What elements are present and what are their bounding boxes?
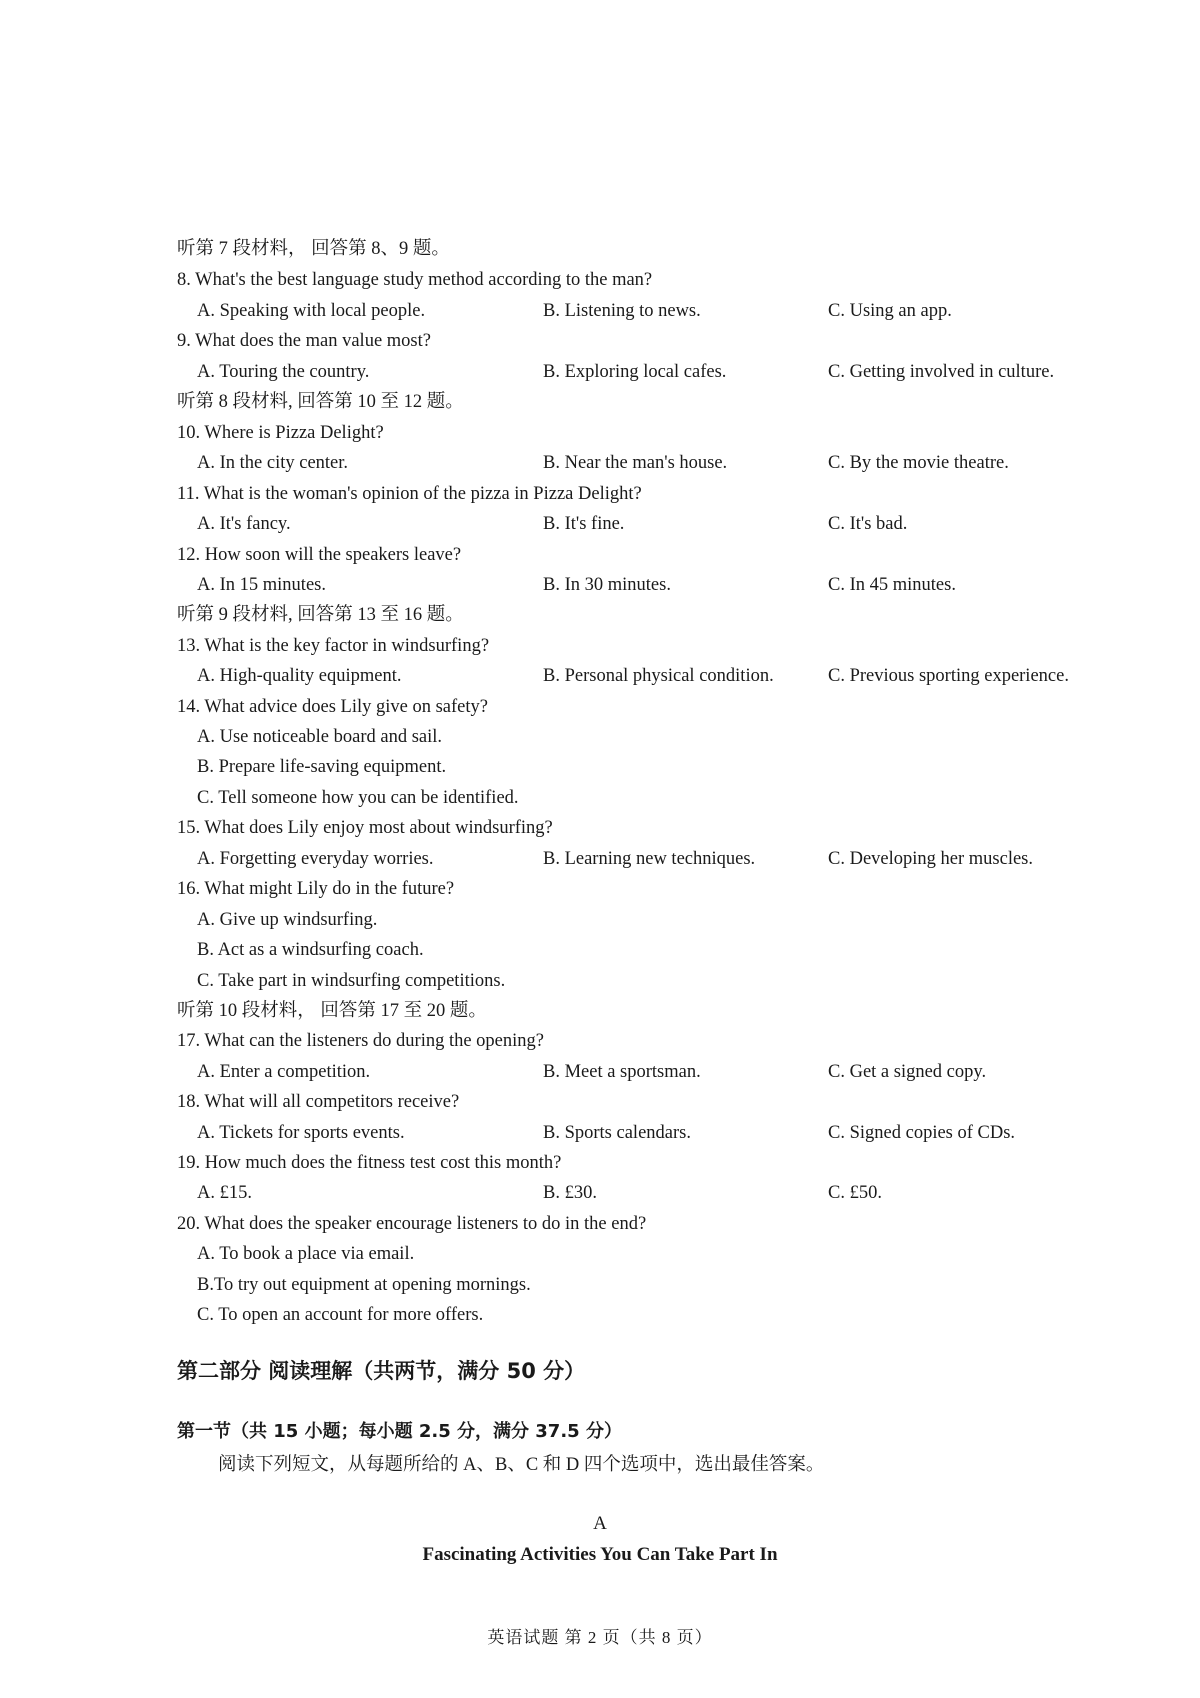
option-b: B. £30. bbox=[543, 1183, 597, 1203]
question-stem: 18. What will all competitors receive? bbox=[177, 1092, 460, 1112]
question-stem: 16. What might Lily do in the future? bbox=[177, 879, 455, 899]
option-a: A. Enter a competition. bbox=[197, 1062, 371, 1082]
option-b: B.To try out equipment at opening mornings. bbox=[197, 1275, 531, 1295]
option-b: B. Prepare life-saving equipment. bbox=[197, 757, 447, 777]
option-b: B. Near the man's house. bbox=[543, 453, 728, 473]
section-header: 听第 8 段材料, 回答第 10 至 12 题。 bbox=[177, 392, 464, 412]
option-b: B. Learning new techniques. bbox=[543, 849, 756, 869]
question-stem: 14. What advice does Lily give on safety? bbox=[177, 697, 488, 717]
question-stem: 10. Where is Pizza Delight? bbox=[177, 423, 384, 443]
question-stem: 15. What does Lily enjoy most about windsurfing? bbox=[177, 818, 553, 838]
question-stem: 11. What is the woman's opinion of the pizza in Pizza Delight? bbox=[177, 484, 642, 504]
option-b: B. Sports calendars. bbox=[543, 1123, 691, 1143]
option-c: C. Signed copies of CDs. bbox=[828, 1123, 1016, 1143]
option-a: A. To book a place via email. bbox=[197, 1244, 415, 1264]
option-a: A. Give up windsurfing. bbox=[197, 910, 378, 930]
section-header: 听第 10 段材料， 回答第 17 至 20 题。 bbox=[177, 1001, 487, 1021]
option-a: A. Tickets for sports events. bbox=[197, 1123, 405, 1143]
page-footer: 英语试题 第 2 页（共 8 页） bbox=[487, 1628, 713, 1647]
part-title: 第二部分 阅读理解（共两节，满分 50 分） bbox=[177, 1359, 586, 1383]
option-c: C. To open an account for more offers. bbox=[197, 1305, 484, 1325]
option-b: B. Exploring local cafes. bbox=[543, 362, 727, 382]
passage-letter: A bbox=[593, 1513, 607, 1534]
option-a: A. In the city center. bbox=[197, 453, 349, 473]
option-b: B. Listening to news. bbox=[543, 301, 701, 321]
option-a: A. In 15 minutes. bbox=[197, 575, 326, 595]
option-b: B. Personal physical condition. bbox=[543, 666, 774, 686]
section-header: 听第 7 段材料， 回答第 8、9 题。 bbox=[177, 239, 450, 259]
option-b: B. In 30 minutes. bbox=[543, 575, 671, 595]
option-a: A. Touring the country. bbox=[197, 362, 370, 382]
option-b: B. It's fine. bbox=[543, 514, 625, 534]
option-c: C. Previous sporting experience. bbox=[828, 666, 1069, 686]
option-c: C. Take part in windsurfing competitions. bbox=[197, 971, 506, 991]
option-a: A. Use noticeable board and sail. bbox=[197, 727, 443, 747]
option-c: C. By the movie theatre. bbox=[828, 453, 1009, 473]
section-header: 听第 9 段材料, 回答第 13 至 16 题。 bbox=[177, 605, 464, 625]
passage-title: Fascinating Activities You Can Take Part In bbox=[422, 1544, 778, 1565]
option-b: B. Meet a sportsman. bbox=[543, 1062, 701, 1082]
question-stem: 17. What can the listeners do during the opening? bbox=[177, 1031, 544, 1051]
question-stem: 13. What is the key factor in windsurfing? bbox=[177, 636, 490, 656]
option-c: C. Getting involved in culture. bbox=[828, 362, 1055, 382]
question-stem: 8. What's the best language study method according to the man? bbox=[177, 270, 653, 290]
option-c: C. Developing her muscles. bbox=[828, 849, 1033, 869]
question-stem: 20. What does the speaker encourage listeners to do in the end? bbox=[177, 1214, 647, 1234]
option-a: A. Forgetting everyday worries. bbox=[197, 849, 434, 869]
option-a: A. Speaking with local people. bbox=[197, 301, 426, 321]
instruction-text: 阅读下列短文，从每题所给的 A、B、C 和 D 四个选项中，选出最佳答案。 bbox=[218, 1455, 825, 1475]
option-c: C. In 45 minutes. bbox=[828, 575, 956, 595]
option-a: A. £15. bbox=[197, 1183, 252, 1203]
option-c: C. Tell someone how you can be identified. bbox=[197, 788, 519, 808]
option-c: C. Get a signed copy. bbox=[828, 1062, 987, 1082]
question-stem: 9. What does the man value most? bbox=[177, 331, 431, 351]
section-title: 第一节（共 15 小题；每小题 2.5 分，满分 37.5 分） bbox=[177, 1421, 622, 1442]
option-c: C. It's bad. bbox=[828, 514, 908, 534]
option-c: C. Using an app. bbox=[828, 301, 952, 321]
option-b: B. Act as a windsurfing coach. bbox=[197, 940, 424, 960]
question-stem: 12. How soon will the speakers leave? bbox=[177, 545, 462, 565]
option-c: C. £50. bbox=[828, 1183, 882, 1203]
option-a: A. High-quality equipment. bbox=[197, 666, 402, 686]
question-stem: 19. How much does the fitness test cost this month? bbox=[177, 1153, 562, 1173]
option-a: A. It's fancy. bbox=[197, 514, 291, 534]
